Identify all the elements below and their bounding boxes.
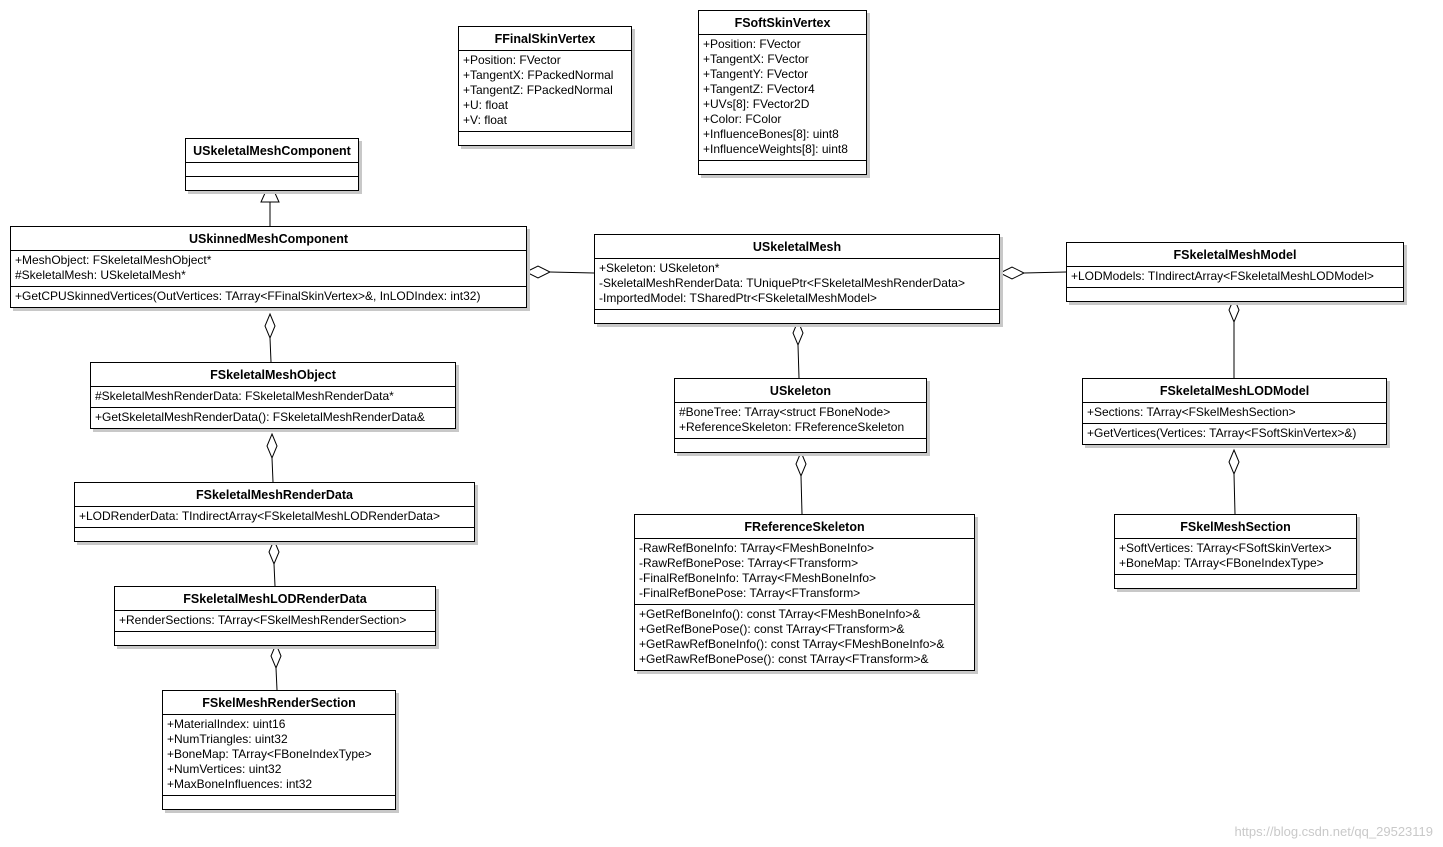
- class-name: FSkelMeshRenderSection: [163, 691, 395, 715]
- operations: [1083, 424, 1386, 444]
- operations: [675, 439, 926, 452]
- attribute: -RawRefBoneInfo: TArray<FMeshBoneInfo>: [639, 541, 875, 555]
- operations: [163, 796, 395, 809]
- operation: +GetRefBonePose(): const TArray<FTransform>&: [639, 622, 905, 636]
- class-name: USkeletalMesh: [595, 235, 999, 259]
- attributes: [75, 507, 474, 528]
- operation: +GetVertices(Vertices: TArray<FSoftSkinVertex>&): [1087, 426, 1357, 440]
- attributes: [1115, 539, 1356, 575]
- attribute: +UVs[8]: FVector2D: [703, 97, 810, 111]
- aggregation-line: [1234, 474, 1235, 514]
- operations: [75, 528, 474, 541]
- class-name: FSoftSkinVertex: [699, 11, 866, 35]
- aggregation-line: [270, 338, 271, 362]
- aggregation-line: [272, 458, 273, 482]
- attribute: +MaterialIndex: uint16: [167, 717, 286, 731]
- attribute: +TangentX: FVector: [703, 52, 809, 66]
- attribute: +Skeleton: USkeleton*: [599, 261, 720, 275]
- operations: [186, 177, 358, 190]
- class-name: FFinalSkinVertex: [459, 27, 631, 51]
- operations: [635, 605, 974, 670]
- class-fskeletalmeshrenderdata[interactable]: [74, 482, 475, 542]
- class-name: FSkeletalMeshLODModel: [1083, 379, 1386, 403]
- attributes: [1083, 403, 1386, 424]
- attribute: +TangentX: FPackedNormal: [463, 68, 614, 82]
- attributes: [675, 403, 926, 439]
- attribute: +RenderSections: TArray<FSkelMeshRenderSection>: [119, 613, 407, 627]
- aggregation-diamond: [793, 321, 803, 345]
- class-fskeletalmeshlodrenderdata[interactable]: [114, 586, 436, 646]
- attributes: [595, 259, 999, 310]
- attribute: +BoneMap: TArray<FBoneIndexType>: [1119, 556, 1324, 570]
- class-fskeletalmeshlodmodel[interactable]: [1082, 378, 1387, 445]
- attribute: +MeshObject: FSkeletalMeshObject*: [15, 253, 212, 267]
- attribute: +InfluenceWeights[8]: uint8: [703, 142, 848, 156]
- class-name: FSkeletalMeshRenderData: [75, 483, 474, 507]
- aggregation-diamond: [269, 540, 279, 564]
- class-uskinnedmeshcomponent[interactable]: [10, 226, 527, 308]
- operations: [11, 287, 526, 307]
- attributes: [163, 715, 395, 796]
- attributes: [699, 35, 866, 161]
- attribute: +MaxBoneInfluences: int32: [167, 777, 313, 791]
- class-uskeleton[interactable]: [674, 378, 927, 453]
- attribute: +SoftVertices: TArray<FSoftSkinVertex>: [1119, 541, 1332, 555]
- class-name: USkeletalMeshComponent: [186, 139, 358, 163]
- class-fskelmeshsection[interactable]: [1114, 514, 1357, 589]
- class-ffinalskinvertex[interactable]: [458, 26, 632, 146]
- aggregation-line: [274, 564, 275, 586]
- operations: [115, 632, 435, 645]
- attribute: +Color: FColor: [703, 112, 782, 126]
- aggregation-line: [798, 345, 799, 378]
- attribute: #BoneTree: TArray<struct FBoneNode>: [679, 405, 891, 419]
- attribute: +LODRenderData: TIndirectArray<FSkeletalMeshLODRenderData>: [79, 509, 440, 523]
- attribute: +BoneMap: TArray<FBoneIndexType>: [167, 747, 372, 761]
- attributes: [459, 51, 631, 132]
- class-name: FSkeletalMeshModel: [1067, 243, 1403, 267]
- class-fskeletalmeshmodel[interactable]: [1066, 242, 1404, 302]
- class-name: USkeleton: [675, 379, 926, 403]
- aggregation-line: [1024, 272, 1066, 273]
- attribute: +ReferenceSkeleton: FReferenceSkeleton: [679, 420, 905, 434]
- attribute: +Position: FVector: [703, 37, 801, 51]
- class-fsoftskinvertex[interactable]: [698, 10, 867, 175]
- operations: [595, 310, 999, 323]
- attribute: +InfluenceBones[8]: uint8: [703, 127, 839, 141]
- attribute: -FinalRefBoneInfo: TArray<FMeshBoneInfo>: [639, 571, 877, 585]
- class-name: FSkeletalMeshLODRenderData: [115, 587, 435, 611]
- operation: +GetSkeletalMeshRenderData(): FSkeletalMeshRenderData&: [95, 410, 425, 424]
- attribute: +LODModels: TIndirectArray<FSkeletalMeshLODModel>: [1071, 269, 1374, 283]
- attribute: -FinalRefBonePose: TArray<FTransform>: [639, 586, 861, 600]
- aggregation-line: [801, 476, 802, 514]
- class-name: USkinnedMeshComponent: [11, 227, 526, 251]
- operations: [91, 408, 455, 428]
- attribute: +V: float: [463, 113, 507, 127]
- attribute: -SkeletalMeshRenderData: TUniquePtr<FSkeletalMeshRenderData>: [599, 276, 965, 290]
- attributes: [635, 539, 974, 605]
- attribute: -ImportedModel: TSharedPtr<FSkeletalMeshModel>: [599, 291, 877, 305]
- attribute: +Sections: TArray<FSkelMeshSection>: [1087, 405, 1296, 419]
- operations: [1115, 575, 1356, 588]
- class-fskeletalmeshobject[interactable]: [90, 362, 456, 429]
- attributes: [91, 387, 455, 408]
- attribute: +NumVertices: uint32: [167, 762, 282, 776]
- class-name: FReferenceSkeleton: [635, 515, 974, 539]
- aggregation-diamond: [265, 314, 275, 338]
- operations: [699, 161, 866, 174]
- operations: [459, 132, 631, 145]
- operation: +GetCPUSkinnedVertices(OutVertices: TArray<FFinalSkinVertex>&, InLODIndex: int32): [15, 289, 481, 303]
- attribute: -RawRefBonePose: TArray<FTransform>: [639, 556, 859, 570]
- attribute: +Position: FVector: [463, 53, 561, 67]
- class-fskelmeshrendersection[interactable]: [162, 690, 396, 810]
- class-freferenceskeleton[interactable]: [634, 514, 975, 671]
- aggregation-line: [276, 668, 277, 690]
- attributes: [186, 163, 358, 177]
- attributes: [1067, 267, 1403, 288]
- attribute: +TangentZ: FPackedNormal: [463, 83, 613, 97]
- aggregation-diamond: [526, 266, 550, 278]
- class-uskeletalmeshcomponent[interactable]: [185, 138, 359, 191]
- class-name: FSkelMeshSection: [1115, 515, 1356, 539]
- watermark: https://blog.csdn.net/qq_29523119: [1234, 824, 1433, 839]
- attribute: +U: float: [463, 98, 509, 112]
- class-name: FSkeletalMeshObject: [91, 363, 455, 387]
- aggregation-diamond: [1000, 267, 1024, 279]
- aggregation-diamond: [271, 644, 281, 668]
- operation: +GetRawRefBoneInfo(): const TArray<FMeshBoneInfo>&: [639, 637, 945, 651]
- aggregation-line: [550, 272, 594, 273]
- attributes: [115, 611, 435, 632]
- attribute: +NumTriangles: uint32: [167, 732, 288, 746]
- operation: +GetRawRefBonePose(): const TArray<FTransform>&: [639, 652, 929, 666]
- operations: [1067, 288, 1403, 301]
- attribute: #SkeletalMeshRenderData: FSkeletalMeshRenderData*: [95, 389, 394, 403]
- operation: +GetRefBoneInfo(): const TArray<FMeshBoneInfo>&: [639, 607, 921, 621]
- class-uskeletalmesh[interactable]: [594, 234, 1000, 324]
- aggregation-diamond: [267, 434, 277, 458]
- attribute: +TangentZ: FVector4: [703, 82, 815, 96]
- attributes: [11, 251, 526, 287]
- aggregation-diamond: [796, 452, 806, 476]
- attribute: +TangentY: FVector: [703, 67, 809, 81]
- attribute: #SkeletalMesh: USkeletalMesh*: [15, 268, 186, 282]
- aggregation-diamond: [1229, 450, 1239, 474]
